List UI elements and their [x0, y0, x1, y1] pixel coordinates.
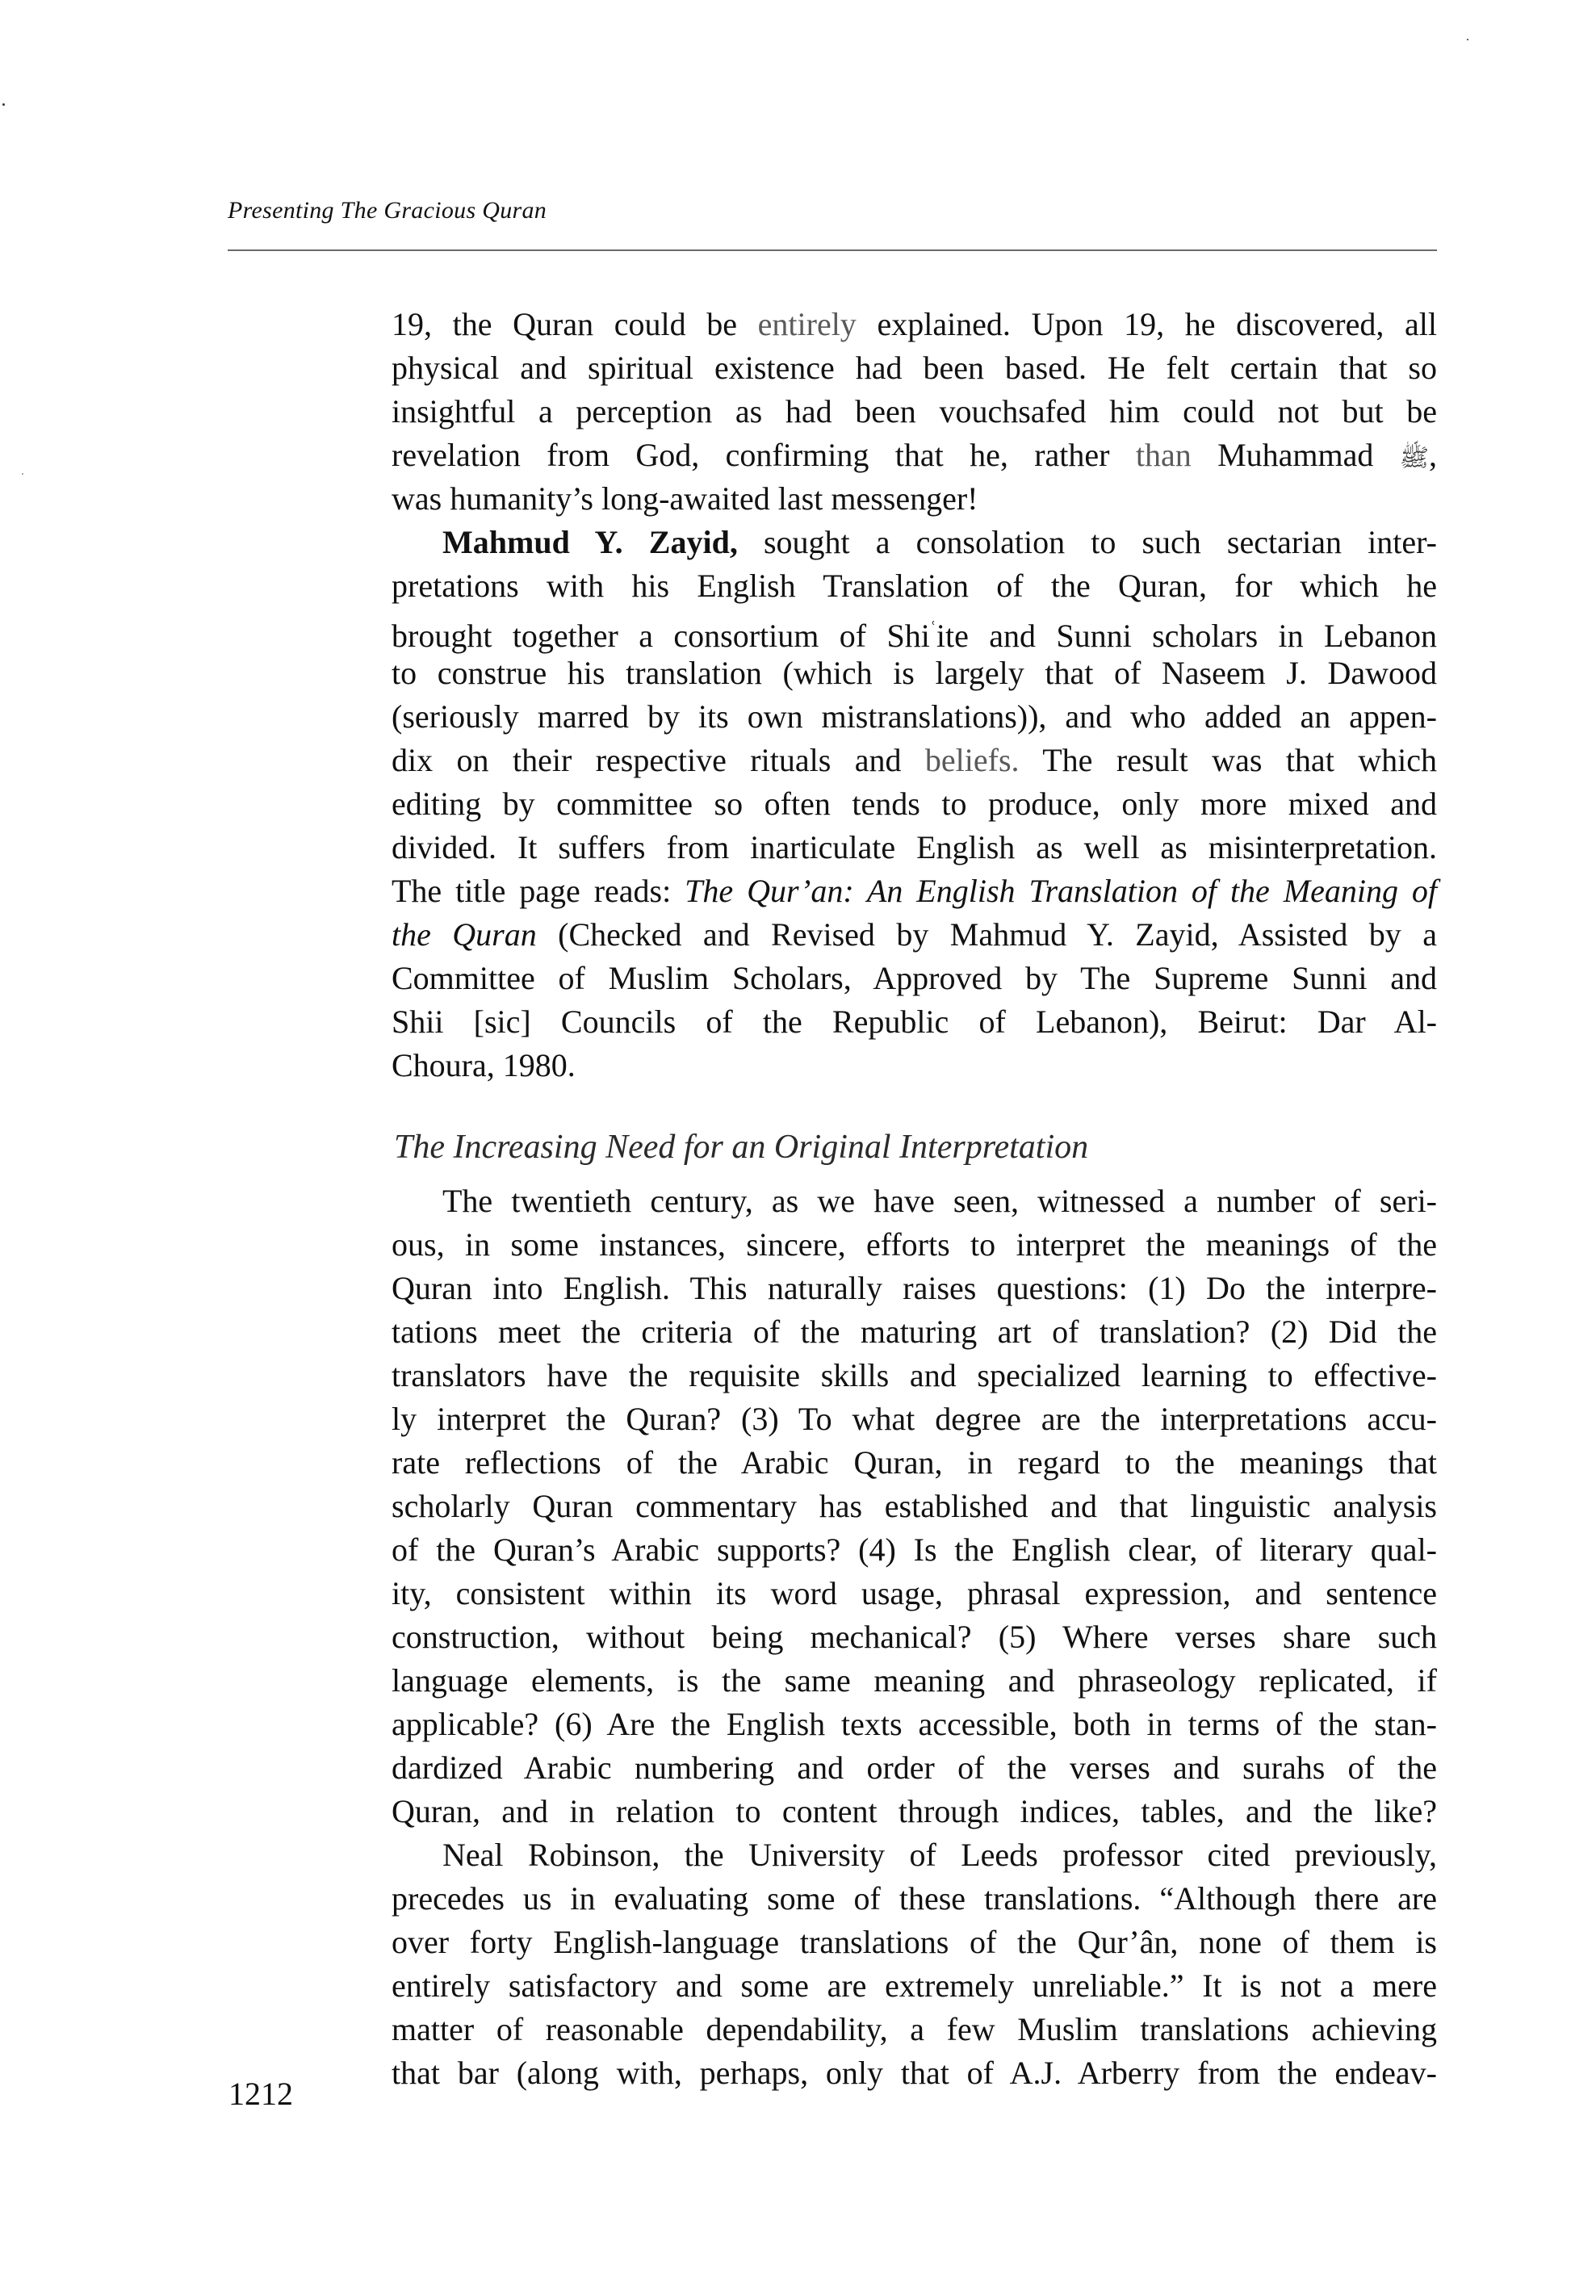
text-line: dix on their respective rituals and beliefs. The result was that which	[392, 742, 1437, 778]
page-number: 1212	[228, 2076, 293, 2112]
text-line: scholarly Quran commentary has established and that linguistic analysis	[392, 1488, 1437, 1524]
text-line: dardized Arabic numbering and order of the verses and surahs of the	[392, 1749, 1437, 1786]
text-line: physical and spiritual existence had been based. He felt certain that so	[392, 350, 1437, 386]
scan-speck	[22, 473, 23, 475]
text-line: Neal Robinson, the University of Leeds professor cited previously,	[442, 1837, 1437, 1873]
text-line: insightful a perception as had been vouchsafed him could not but be	[392, 393, 1437, 429]
text-line: pretations with his English Translation of the Quran, for which he	[392, 568, 1437, 604]
text-line: Mahmud Y. Zayid, sought a consolation to such sectarian inter-	[442, 524, 1437, 560]
text-line: editing by committee so often tends to produce, only more mixed and	[392, 786, 1437, 822]
text-line: tations meet the criteria of the maturing art of translation? (2) Did the	[392, 1313, 1437, 1350]
text-line: divided. It suffers from inarticulate English as well as misinterpretation.	[392, 829, 1437, 865]
text-line: Choura, 1980.	[392, 1047, 576, 1083]
running-head: Presenting The Gracious Quran	[228, 197, 547, 224]
text-line: precedes us in evaluating some of these translations. “Although there are	[392, 1880, 1437, 1917]
text-line: rate reflections of the Arabic Quran, in regard to the meanings that	[392, 1444, 1437, 1481]
text-line: was humanity’s long-awaited last messenger!	[392, 480, 978, 517]
text-line: Shii [sic] Councils of the Republic of Lebanon), Beirut: Dar Al-	[392, 1003, 1437, 1040]
text-line: ly interpret the Quran? (3) To what degree are the interpretations accu-	[392, 1401, 1437, 1437]
text-line: entirely satisfactory and some are extremely unreliable.” It is not a mere	[392, 1967, 1437, 2004]
text-line: Quran, and in relation to content through indices, tables, and the like?	[392, 1793, 1437, 1829]
text-line: brought together a consortium of Shi$^ʿ$ite and Sunni scholars in Lebanon	[392, 618, 1437, 654]
bold-name: Mahmud Y. Zayid,	[442, 524, 738, 560]
section-heading: The Increasing Need for an Original Interpretation	[394, 1129, 1089, 1166]
header-rule	[228, 249, 1437, 251]
text-line: revelation from God, confirming that he, rather than Muhammad ﷺ,	[392, 437, 1437, 473]
text-line: that bar (along with, perhaps, only that of A.J. Arberry from the endeav-	[392, 2055, 1437, 2091]
text-line: translators have the requisite skills and specialized learning to effective-	[392, 1357, 1437, 1393]
text-line: over forty English-language translations of the Qur’ân, none of them is	[392, 1924, 1437, 1960]
text-line: Quran into English. This naturally raises questions: (1) Do the interpre-	[392, 1270, 1437, 1306]
text-line: the Quran (Checked and Revised by Mahmud Y. Zayid, Assisted by a	[392, 916, 1437, 953]
text-line: to construe his translation (which is largely that of Naseem J. Dawood	[392, 655, 1437, 691]
text-line: language elements, is the same meaning and phraseology replicated, if	[392, 1662, 1437, 1699]
text-line: matter of reasonable dependability, a few Muslim translations achieving	[392, 2011, 1437, 2047]
honorific-glyph: ﷺ	[1399, 445, 1429, 471]
text-line: The title page reads: The Qur’an: An English Translation of the Meaning of	[392, 873, 1437, 909]
scan-speck	[1467, 39, 1468, 40]
text-line: ity, consistent within its word usage, phrasal expression, and sentence	[392, 1575, 1437, 1611]
text-line: The twentieth century, as we have seen, witnessed a number of seri-	[442, 1183, 1437, 1219]
text-line: of the Quran’s Arabic supports? (4) Is the English clear, of literary qual-	[392, 1531, 1437, 1568]
text-line: construction, without being mechanical? (5) Where verses share such	[392, 1619, 1437, 1655]
text-line: Committee of Muslim Scholars, Approved by The Supreme Sunni and	[392, 960, 1437, 996]
text-line: 19, the Quran could be entirely explained. Upon 19, he discovered, all	[392, 306, 1438, 342]
text-line: applicable? (6) Are the English texts accessible, both in terms of the stan-	[392, 1706, 1437, 1742]
book-title: The Qur’an: An English Translation of the Meaning of	[685, 873, 1437, 909]
scan-speck	[2, 103, 5, 106]
text-line: ous, in some instances, sincere, efforts to interpret the meanings of the	[392, 1226, 1437, 1263]
text-line: (seriously marred by its own mistranslations)), and who added an appen-	[392, 698, 1437, 735]
book-title: the Quran	[392, 916, 537, 953]
